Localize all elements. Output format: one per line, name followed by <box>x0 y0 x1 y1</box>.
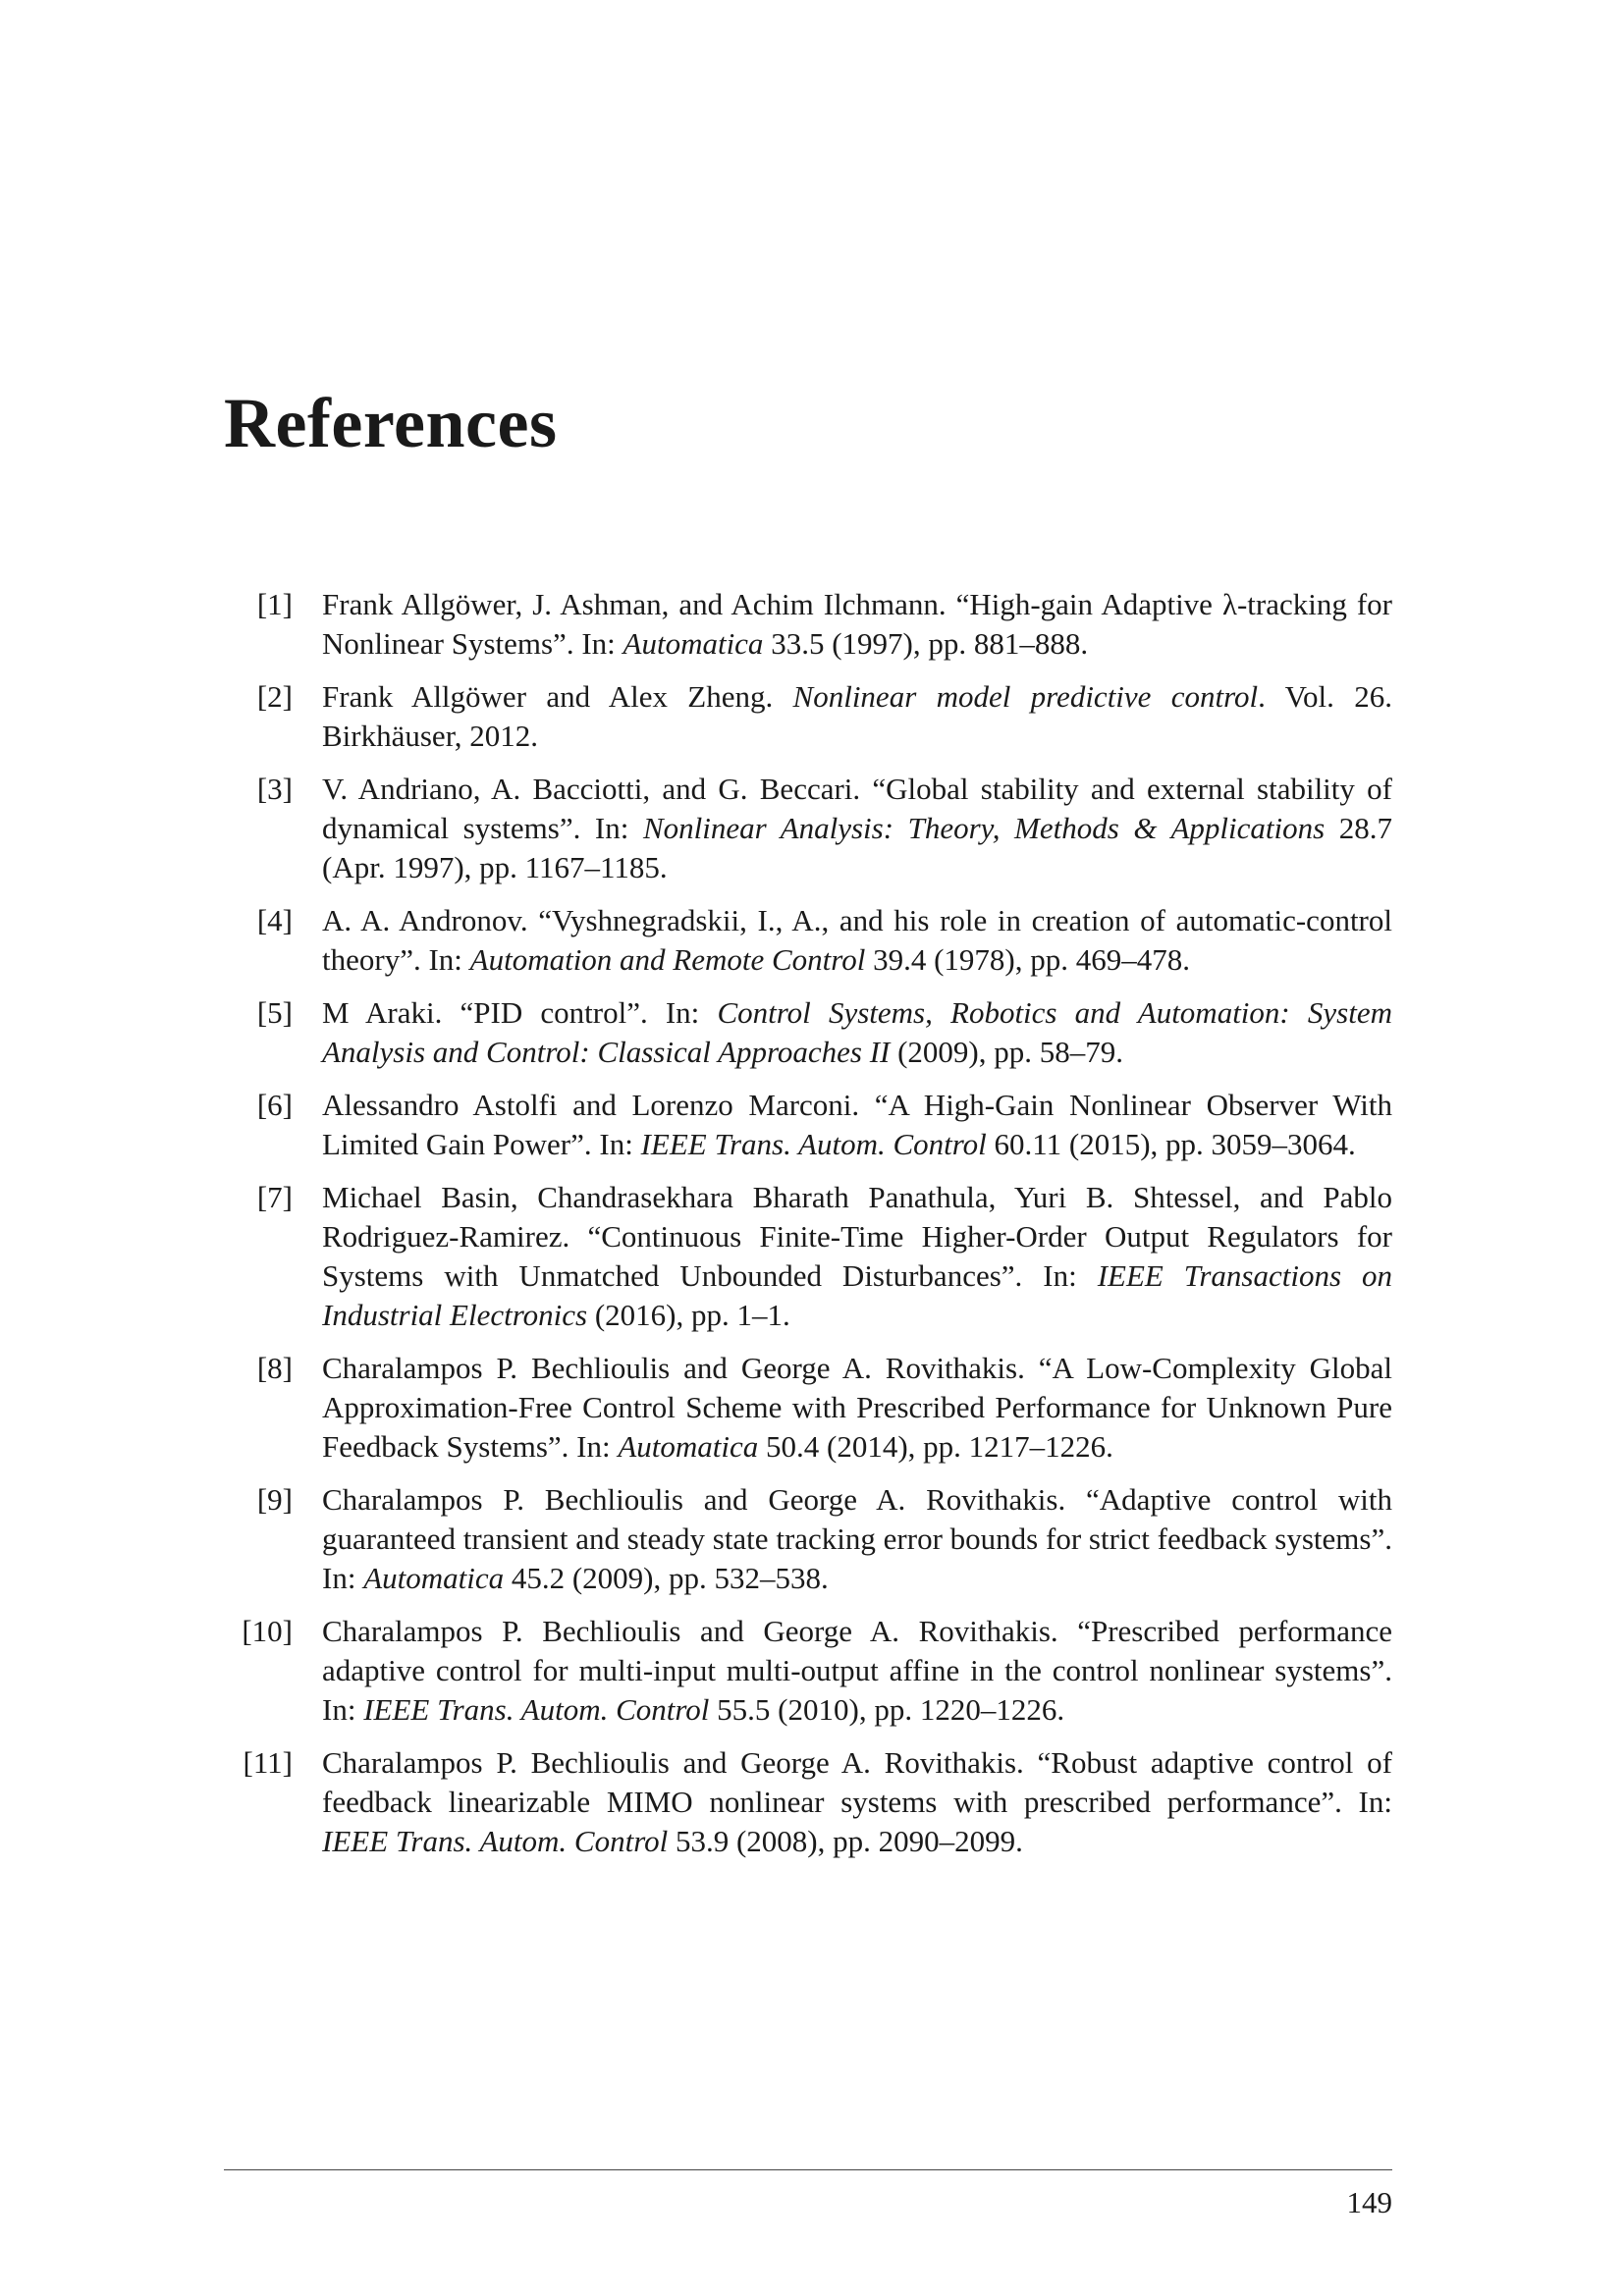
reference-authors-title: V. Andriano, A. Bacciotti, and G. Beccari. “Global stability and external stability of dynamical systems”. In: <box>322 772 1392 845</box>
reference-authors-title: Frank Allgöwer and Alex Zheng. <box>322 679 793 714</box>
reference-venue: IEEE Trans. Autom. Control <box>363 1692 710 1727</box>
reference-text <box>322 585 1392 664</box>
page-title: References <box>224 384 558 462</box>
reference-venue: IEEE Trans. Autom. Control <box>640 1127 987 1161</box>
reference-text <box>322 993 1392 1072</box>
reference-venue: Automation and Remote Control <box>469 942 866 977</box>
reference-authors-title: Charalampos P. Bechlioulis and George A. Rovithakis. “A Low-Complexity Global Approximation-Free Control Scheme with Prescribed Performance for Unknown Pure Feedback Systems”. In: <box>322 1351 1392 1464</box>
reference-authors-title: A. A. Andronov. “Vyshnegradskii, I., A., and his role in creation of automatic-control theory”. In: <box>322 903 1392 977</box>
reference-details: 50.4 (2014), pp. 1217–1226. <box>758 1429 1113 1464</box>
reference-text <box>322 1612 1392 1730</box>
reference-authors-title: Charalampos P. Bechlioulis and George A. Rovithakis. “Robust adaptive control of feedback linearizable MIMO nonlinear systems with prescribed performance”. In: <box>322 1745 1392 1819</box>
reference-number: [8] <box>256 1351 293 1385</box>
reference-item <box>224 1086 1392 1164</box>
reference-details: 53.9 (2008), pp. 2090–2099. <box>668 1824 1023 1858</box>
reference-details: 55.5 (2010), pp. 1220–1226. <box>709 1692 1065 1727</box>
reference-venue: Nonlinear Analysis: Theory, Methods & Applications <box>642 811 1326 845</box>
reference-details: 60.11 (2015), pp. 3059–3064. <box>986 1127 1356 1161</box>
reference-details: 33.5 (1997), pp. 881–888. <box>763 626 1089 661</box>
page-number: 149 <box>1346 2185 1392 2219</box>
reference-venue: IEEE Trans. Autom. Control <box>322 1824 669 1858</box>
footer-divider <box>224 2169 1392 2170</box>
reference-number: [6] <box>256 1088 293 1122</box>
reference-item <box>224 770 1392 887</box>
reference-venue: Automatica <box>618 1429 759 1464</box>
reference-authors-title: Charalampos P. Bechlioulis and George A. Rovithakis. “Prescribed performance adaptive control for multi-input multi-output affine in the control nonlinear systems”. In: <box>322 1614 1392 1727</box>
reference-details: . Vol. 26. Birkhäuser, 2012. <box>322 679 1392 753</box>
reference-details: (2016), pp. 1–1. <box>587 1298 790 1332</box>
reference-number: [3] <box>256 772 293 806</box>
reference-number: [9] <box>256 1482 293 1517</box>
reference-number: [2] <box>256 679 293 714</box>
reference-number: [1] <box>256 587 293 621</box>
reference-details: 28.7 (Apr. 1997), pp. 1167–1185. <box>322 811 1392 884</box>
reference-text <box>322 1743 1392 1861</box>
reference-authors-title: M Araki. “PID control”. In: <box>322 995 718 1030</box>
reference-number: [5] <box>256 995 293 1030</box>
reference-item <box>224 1612 1392 1730</box>
reference-number: [11] <box>243 1745 293 1780</box>
reference-item <box>224 901 1392 980</box>
reference-item <box>224 993 1392 1072</box>
reference-text <box>322 1480 1392 1598</box>
reference-details: 39.4 (1978), pp. 469–478. <box>865 942 1190 977</box>
reference-item <box>224 677 1392 756</box>
reference-text <box>322 770 1392 887</box>
reference-details: (2009), pp. 58–79. <box>890 1035 1124 1069</box>
reference-text <box>322 1086 1392 1164</box>
reference-details: 45.2 (2009), pp. 532–538. <box>504 1561 829 1595</box>
reference-text <box>322 1349 1392 1467</box>
reference-authors-title: Alessandro Astolfi and Lorenzo Marconi. “A High-Gain Nonlinear Observer With Limited Gain Power”. In: <box>322 1088 1392 1161</box>
reference-number: [7] <box>256 1180 293 1214</box>
reference-item <box>224 1743 1392 1861</box>
reference-venue: Nonlinear model predictive control <box>792 679 1259 714</box>
reference-item <box>224 1178 1392 1335</box>
reference-list <box>224 585 1392 1875</box>
reference-text <box>322 901 1392 980</box>
reference-venue: Automatica <box>623 626 764 661</box>
reference-item <box>224 585 1392 664</box>
reference-venue: Automatica <box>363 1561 505 1595</box>
reference-text <box>322 1178 1392 1335</box>
reference-venue: Control Systems, Robotics and Automation: System Analysis and Control: Classical Approaches II <box>322 995 1392 1069</box>
reference-number: [4] <box>256 903 293 937</box>
reference-item <box>224 1349 1392 1467</box>
reference-text <box>322 677 1392 756</box>
reference-authors-title: Frank Allgöwer, J. Ashman, and Achim Ilchmann. “High-gain Adaptive λ-tracking for Nonlinear Systems”. In: <box>322 587 1392 661</box>
reference-number: [10] <box>242 1614 293 1648</box>
reference-item <box>224 1480 1392 1598</box>
reference-authors-title: Charalampos P. Bechlioulis and George A. Rovithakis. “Adaptive control with guaranteed transient and steady state tracking error bounds for strict feedback systems”. In: <box>322 1482 1392 1595</box>
reference-venue: IEEE Transactions on Industrial Electronics <box>322 1258 1392 1332</box>
reference-authors-title: Michael Basin, Chandrasekhara Bharath Panathula, Yuri B. Shtessel, and Pablo Rodriguez-Ramirez. “Continuous Finite-Time Higher-Order Output Regulators for Systems with Unmatched Unbounded Disturbances”. In: <box>322 1180 1392 1293</box>
